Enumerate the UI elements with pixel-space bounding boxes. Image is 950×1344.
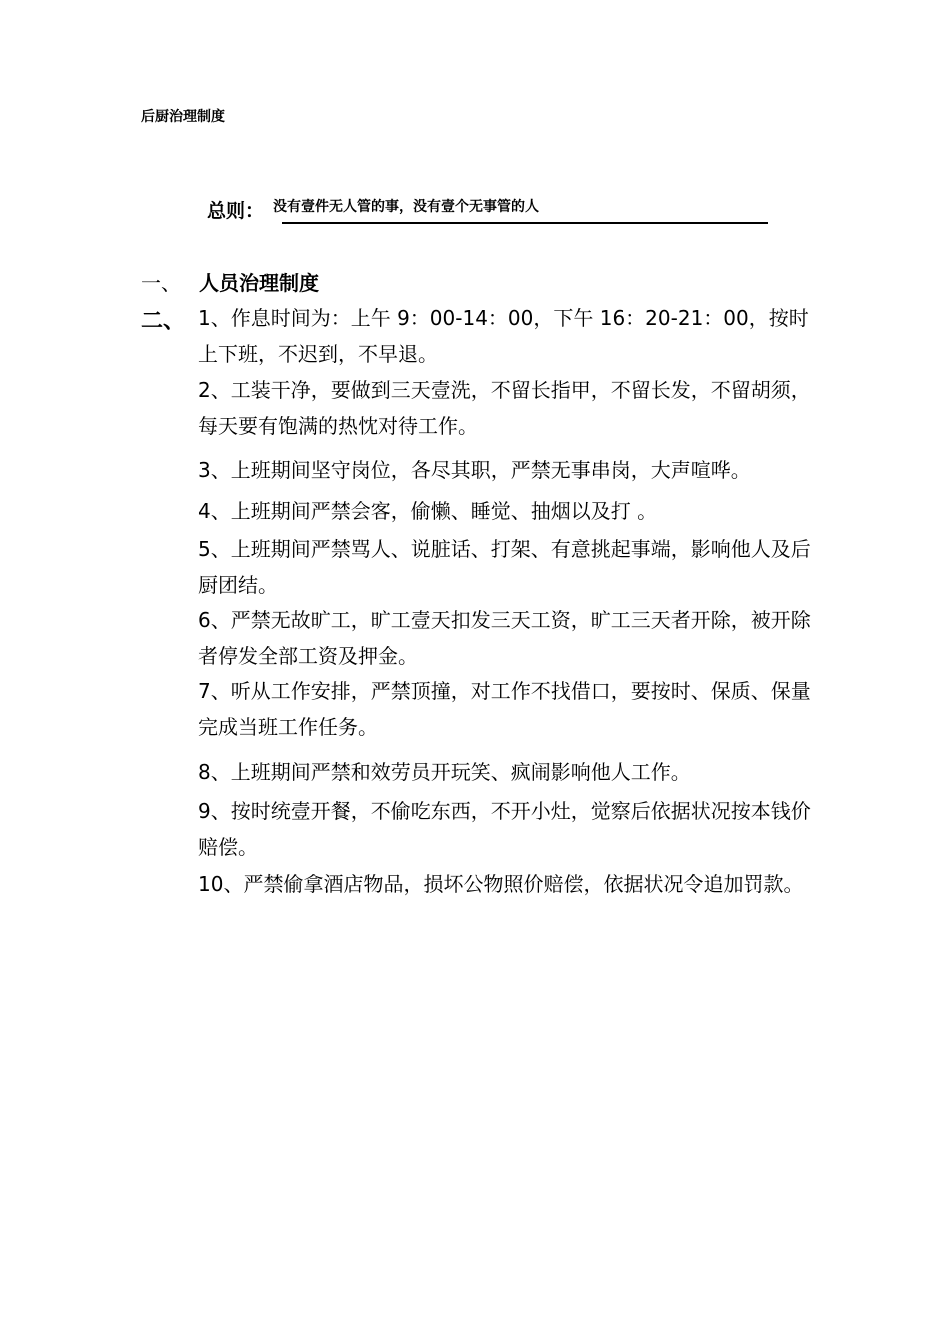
rule-item-3: 3、上班期间坚守岗位，各尽其职，严禁无事串岗，大声喧哗。: [198, 458, 751, 482]
section-title: 人员治理制度: [199, 271, 319, 295]
rule-item-10: 10、严禁偷拿酒店物品，损坏公物照价赔偿，依据状况令追加罚款。: [198, 872, 804, 896]
rule-item-6: 6、严禁无故旷工，旷工壹天扣发三天工资，旷工三天者开除，被开除者停发全部工资及押金。: [198, 608, 811, 668]
rule-item-5: 5、上班期间严禁骂人、说脏话、打架、有意挑起事端，影响他人及后厨团结。: [198, 537, 811, 597]
rule-item-2: 2、工装干净，要做到三天壹洗，不留长指甲，不留长发，不留胡须，每天要有饱满的热忱对待工作。: [198, 378, 811, 438]
section-number: 二、: [141, 309, 186, 334]
section-number: 一、: [141, 271, 181, 295]
rule-item-8: 8、上班期间严禁和效劳员开玩笑、疯闹影响他人工作。: [198, 760, 691, 784]
underline-divider: [282, 222, 768, 224]
principle-text: 没有壹件无人管的事，没有壹个无事管的人: [273, 199, 539, 215]
general-principle: [207, 194, 777, 228]
rule-item-9: 9、按时统壹开餐，不偷吃东西，不开小灶，觉察后依据状况按本钱价赔偿。: [198, 799, 811, 859]
rule-item-1: 1、作息时间为：上午 9：00-14：00，下午 16：20-21：00，按时上下班，不迟到，不早退。: [198, 306, 809, 366]
rule-item-4: 4、上班期间严禁会客，偷懒、睡觉、抽烟以及打 。: [198, 499, 658, 523]
document-title: 后厨治理制度: [141, 109, 225, 125]
rule-item-7: 7、听从工作安排，严禁顶撞，对工作不找借口，要按时、保质、保量完成当班工作任务。: [198, 679, 811, 739]
principle-label: 总则：: [207, 200, 265, 222]
